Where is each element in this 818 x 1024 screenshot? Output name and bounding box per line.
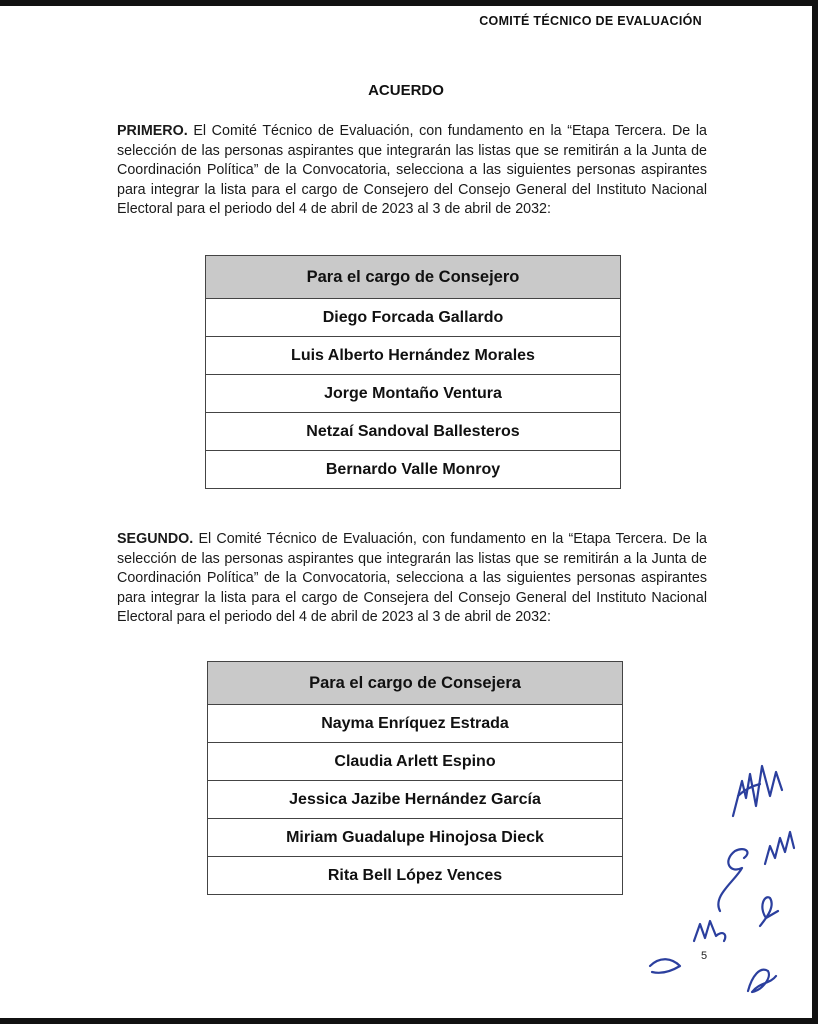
consejero-table xyxy=(205,255,621,489)
table-row: Diego Forcada Gallardo xyxy=(206,299,621,337)
page-number: 5 xyxy=(701,950,708,962)
segundo-paragraph xyxy=(117,530,707,628)
table-row: Luis Alberto Hernández Morales xyxy=(206,337,621,375)
table-header: Para el cargo de Consejera xyxy=(208,662,623,705)
signature-mark xyxy=(765,832,794,864)
table-row: Claudia Arlett Espino xyxy=(208,743,623,781)
signature-mark xyxy=(748,970,776,992)
primero-label: PRIMERO. xyxy=(117,123,188,139)
table-row: Netzaí Sandoval Ballesteros xyxy=(206,413,621,451)
table-row: Miriam Guadalupe Hinojosa Dieck xyxy=(208,819,623,857)
table-row: Bernardo Valle Monroy xyxy=(206,451,621,489)
table-header: Para el cargo de Consejero xyxy=(206,256,621,299)
table-row: Jorge Montaño Ventura xyxy=(206,375,621,413)
signature-mark xyxy=(718,849,747,911)
table-row: Jessica Jazibe Hernández García xyxy=(208,781,623,819)
consejera-table xyxy=(207,661,623,895)
primero-paragraph xyxy=(117,122,707,220)
document-title: ACUERDO xyxy=(368,82,444,99)
signature-mark xyxy=(760,897,778,926)
segundo-text: El Comité Técnico de Evaluación, con fundamento en la “Etapa Tercera. De la selección de las personas aspirantes que integrarán las listas que se remitirán a la Junta de Coordinación Política” de la Convocatoria, selecciona a las siguientes personas aspirantes para integrar la lista para el cargo de Consejera del Consejo General del Instituto Nacional Electoral para el periodo del 4 de abril de 2023 al 3 de abril de 2032: xyxy=(117,531,707,625)
signature-mark xyxy=(694,921,725,941)
segundo-label: SEGUNDO. xyxy=(117,531,194,547)
table-row: Nayma Enríquez Estrada xyxy=(208,705,623,743)
table-row: Rita Bell López Vences xyxy=(208,857,623,895)
signature-mark xyxy=(733,766,782,816)
primero-text: El Comité Técnico de Evaluación, con fundamento en la “Etapa Tercera. De la selección de las personas aspirantes que integrarán las listas que se remitirán a la Junta de Coordinación Política” de la Convocatoria, selecciona a las siguientes personas aspirantes para integrar la lista para el cargo de Consejero del Consejo General del Instituto Nacional Electoral para el periodo del 4 de abril de 2023 al 3 de abril de 2032: xyxy=(117,123,707,217)
document-page xyxy=(0,6,812,1018)
signature-mark xyxy=(738,784,760,796)
page-header: COMITÉ TÉCNICO DE EVALUACIÓN xyxy=(479,14,702,28)
signature-mark xyxy=(650,959,680,973)
